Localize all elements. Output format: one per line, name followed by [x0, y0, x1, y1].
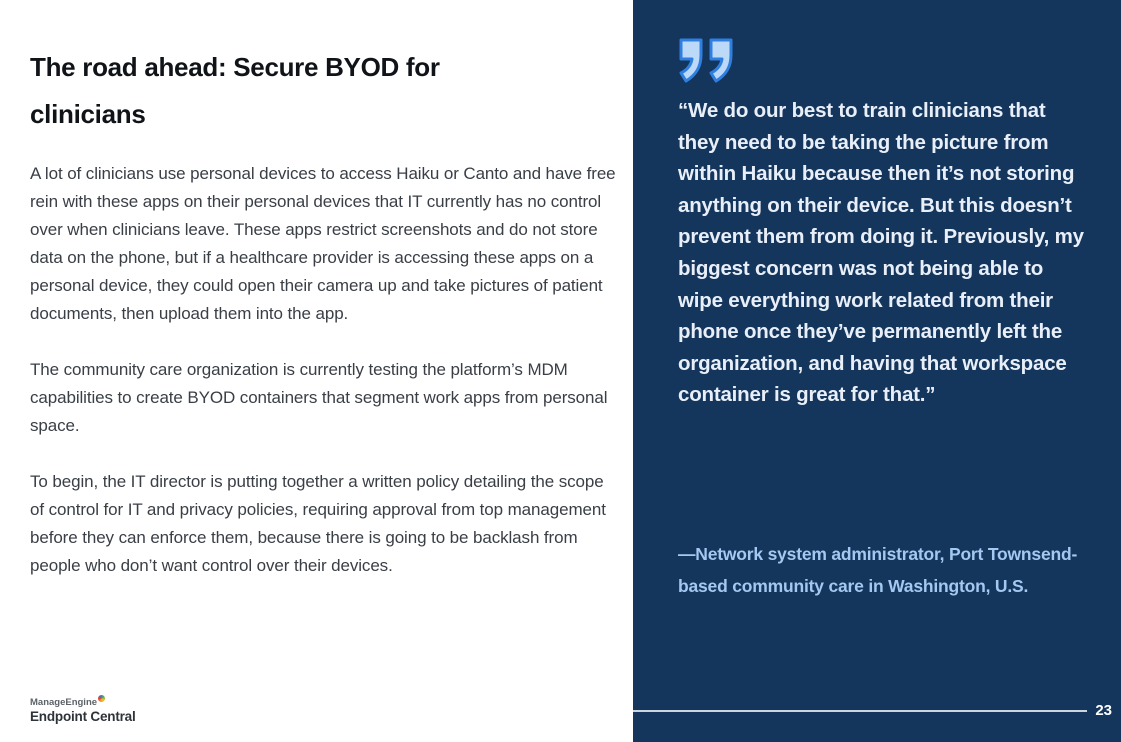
page-number: 23: [1095, 702, 1112, 719]
manageengine-logo: [30, 697, 136, 724]
page-title: The road ahead: Secure BYOD for clinicians: [30, 52, 440, 129]
paragraph: A lot of clinicians use personal devices to access Haiku or Canto and have free rein with these apps on their personal devices that IT currently has no control over when clinicians leave. These apps restrict screenshots and do not store data on the phone, but if a healthcare provider is accessing these apps on a personal device, they could open their camera up and take pictures of patient documents, then upload them into the app.: [30, 164, 616, 323]
quote-text: “We do our best to train clinicians that they need to be taking the picture from within Haiku because then it’s not storing anything on their device. But this doesn’t prevent them from doing it. Previously, my biggest concern was not being able to wipe everything work related from their phone once they’ve permanently left the organization, and having that workspace container is great for that.”: [678, 99, 1084, 407]
manageengine-swirl-icon: [98, 695, 105, 702]
manageengine-brand-text: ManageEngine: [30, 697, 98, 708]
quote-attribution: —Network system administrator, Port Townsend-based community care in Washington, U.S.: [678, 544, 1078, 596]
quote-panel: [633, 0, 1121, 742]
product-name: Endpoint Central: [30, 709, 136, 724]
quote-icon: [677, 37, 735, 85]
page-footer: [633, 702, 1121, 719]
footer-rule: [633, 710, 1087, 712]
paragraph: The community care organization is currently testing the platform’s MDM capabilities to create BYOD containers that segment work apps from personal space.: [30, 360, 608, 435]
body-copy: [30, 160, 616, 608]
manageengine-brand: [30, 697, 136, 708]
paragraph: To begin, the IT director is putting together a written policy detailing the scope of control for IT and privacy policies, requiring approval from top management before they can enforce them, because there is going to be backlash from people who don’t want control over their devices.: [30, 472, 606, 575]
